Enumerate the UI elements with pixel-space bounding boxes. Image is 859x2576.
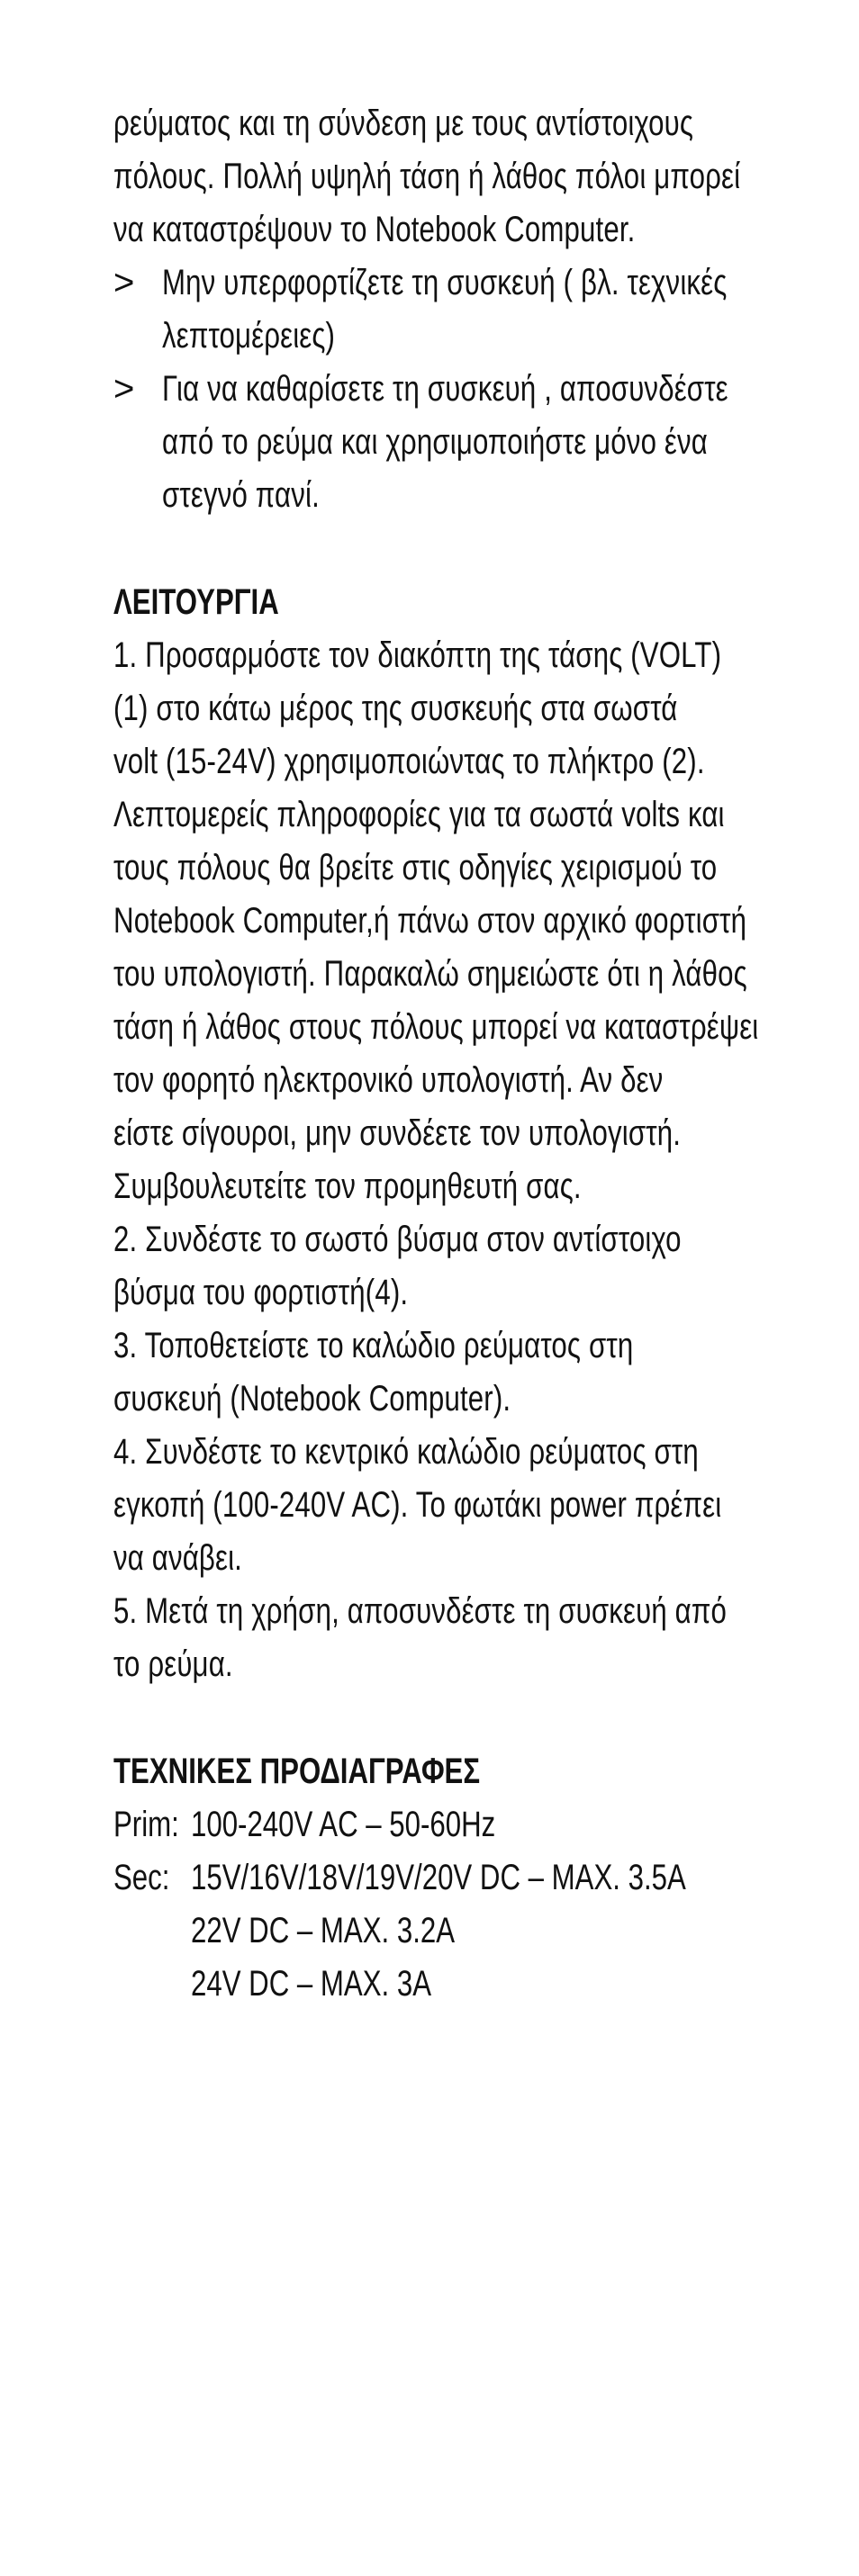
spec-row xyxy=(113,1851,762,1905)
operation-text xyxy=(113,629,762,1691)
text-line: συσκευή (Notebook Computer). xyxy=(113,1379,511,1419)
text-line: βύσμα του φορτιστή(4). xyxy=(113,1273,409,1312)
text-line: τάση ή λάθος στους πόλους μπορεί να καταστρέψει xyxy=(113,1007,759,1047)
text-line: ρεύματος και τη σύνδεση με τους αντίστοιχους xyxy=(113,104,694,143)
text-line: τον φορητό ηλεκτρονικό υπολογιστή. Αν δεν xyxy=(113,1060,664,1100)
text-line: 2. Συνδέστε το σωστό βύσμα στον αντίστοιχο xyxy=(113,1220,682,1259)
spec-row xyxy=(113,1958,762,2011)
text-line: Μην υπερφορτίζετε τη συσκευή ( βλ. τεχνικές xyxy=(162,263,728,302)
text-line: το ρεύμα. xyxy=(113,1644,233,1684)
manual-page xyxy=(113,97,762,2011)
spec-value: 24V DC – MAX. 3A xyxy=(191,1964,432,2004)
text-line: πόλους. Πολλή υψηλή τάση ή λάθος πόλοι μπορεί xyxy=(113,157,741,196)
text-line: 5. Μετά τη χρήση, αποσυνδέστε τη συσκευή από xyxy=(113,1591,728,1631)
bullet-marker: > xyxy=(113,369,135,409)
text-line: volt (15-24V) χρησιμοποιώντας το πλήκτρο (2). xyxy=(113,742,705,781)
text-line: Συμβουλευτείτε τον προμηθευτή σας. xyxy=(113,1166,582,1206)
text-line: εγκοπή (100-240V AC). Το φωτάκι power πρέπει xyxy=(113,1485,722,1525)
text-line: Λεπτομερείς πληροφορίες για τα σωστά volts και xyxy=(113,795,725,834)
text-line: (1) στο κάτω μέρος της συσκευής στα σωστά xyxy=(113,689,678,728)
section-heading: ΤΕΧΝΙΚΕΣ ΠΡΟΔΙΑΓΡΑΦΕΣ xyxy=(113,1752,481,1791)
text-line: Notebook Computer,ή πάνω στον αρχικό φορτιστή xyxy=(113,901,747,941)
spec-label: Prim: xyxy=(113,1805,179,1844)
text-line: στεγνό πανί. xyxy=(162,475,320,515)
text-line: λεπτομέρειες) xyxy=(162,316,336,356)
bullet-item xyxy=(113,363,762,522)
text-line: 4. Συνδέστε το κεντρικό καλώδιο ρεύματος στη xyxy=(113,1432,699,1472)
text-line: να ανάβει. xyxy=(113,1538,242,1578)
spec-label: Sec: xyxy=(113,1858,170,1897)
spec-value: 100-240V AC – 50-60Hz xyxy=(191,1805,496,1844)
text-line: Για να καθαρίσετε τη συσκευή , αποσυνδέστε xyxy=(162,369,728,409)
text-line: να καταστρέψουν το Notebook Computer. xyxy=(113,210,636,249)
spec-row xyxy=(113,1798,762,1851)
section-heading: ΛΕΙΤΟΥΡΓΙΑ xyxy=(113,582,279,622)
bullet-marker: > xyxy=(113,263,135,302)
spec-value: 15V/16V/18V/19V/20V DC – MAX. 3.5A xyxy=(191,1858,686,1897)
text-line: 3. Τοποθετείστε το καλώδιο ρεύματος στη xyxy=(113,1326,634,1365)
text-line: 1. Προσαρμόστε τον διακόπτη της τάσης (VOLT) xyxy=(113,635,722,675)
intro-section xyxy=(113,97,762,522)
text-line: από το ρεύμα και χρησιμοποιήστε μόνο ένα xyxy=(162,422,708,462)
spec-value: 22V DC – MAX. 3.2A xyxy=(191,1911,456,1950)
text-line: του υπολογιστή. Παρακαλώ σημειώστε ότι η λάθος xyxy=(113,954,747,994)
spec-row xyxy=(113,1905,762,1958)
bullet-item xyxy=(113,257,762,363)
specs-section xyxy=(113,1745,762,2011)
operation-section xyxy=(113,576,762,1691)
text-line: τους πόλους θα βρείτε στις οδηγίες χειρισμού το xyxy=(113,848,718,887)
text-line: είστε σίγουροι, μην συνδέετε τον υπολογιστή. xyxy=(113,1113,682,1153)
